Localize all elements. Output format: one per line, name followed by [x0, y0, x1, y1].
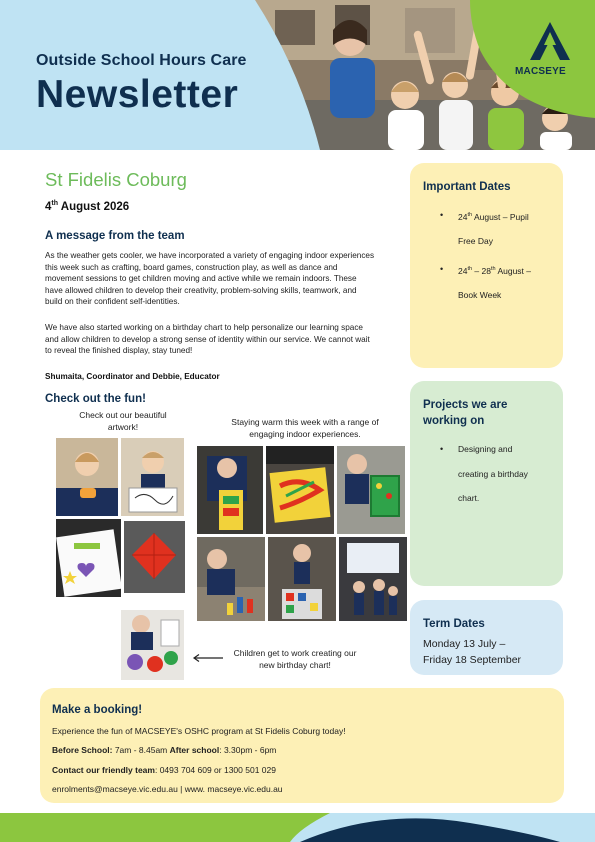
- before-school-label: Before School:: [52, 745, 113, 755]
- item-day: 24: [458, 265, 468, 276]
- photo-board-game: [266, 446, 334, 534]
- photo-birthday-chart: [121, 610, 184, 680]
- date-day: 4: [45, 200, 52, 213]
- term-end: Friday 18 September: [423, 654, 522, 666]
- fun-heading: Check out the fun!: [45, 393, 146, 405]
- date-rest: August 2026: [58, 200, 130, 213]
- important-dates-card: [410, 163, 563, 368]
- photo-girl-artwork: [56, 438, 118, 516]
- logo-text: MACSEYE: [515, 66, 566, 77]
- photo-construction: [197, 446, 263, 534]
- projects-card: [410, 381, 563, 586]
- item-text: August –: [495, 265, 532, 276]
- project-text-cont: chart.: [458, 493, 480, 503]
- date-suffix: th: [51, 200, 59, 207]
- booking-intro: Experience the fun of MACSEYE's OSHC program at St Fidelis Coburg today!: [52, 725, 346, 736]
- caption-indoor: Staying warm this week with a range of engaging indoor experiences.: [231, 417, 379, 439]
- booking-contact: [52, 765, 552, 775]
- item-suffix: th: [467, 265, 473, 272]
- project-text: Designing and: [458, 444, 513, 454]
- item-text-cont: Book Week: [458, 290, 502, 301]
- important-date-item: [423, 203, 551, 254]
- photo-connect-four: [337, 446, 405, 534]
- newsletter-header: [0, 0, 595, 150]
- photo-red-paper: [124, 521, 185, 593]
- item-text-cont: Free Day: [458, 236, 493, 247]
- newsletter-date: [45, 200, 129, 213]
- project-item: [423, 437, 551, 511]
- photo-movement-session: [339, 537, 407, 621]
- before-school-value: 7am - 8.45am: [112, 745, 170, 755]
- contact-value: : 0493 704 609 or 1300 501 029: [154, 764, 276, 775]
- projects-title: Projects we are working on: [423, 399, 508, 427]
- message-paragraph-2: We have also started working on a birthday chart to help personalize our learning space and allow children to develop a strong sense of identity within our service. We cannot wait to reveal the finished display, stay tuned!: [45, 323, 370, 356]
- caption-birthday: Children get to work creating our new birthday chart!: [233, 648, 357, 670]
- logo-green-shape: [470, 0, 595, 118]
- item-text: August – Pupil: [472, 211, 529, 222]
- message-heading: A message from the team: [45, 230, 185, 242]
- photo-heart-card: [56, 519, 121, 597]
- message-paragraph-1: As the weather gets cooler, we have incorporated a variety of engaging indoor experiences this week such as crafting, board games, construction play, as well as dance and movement sessions to get children moving and active while we remain indoors. These have allowed children to develop their creativity, problem-solving skills, teamwork, and build on their confident self-identities.: [45, 251, 375, 307]
- booking-hours: [52, 745, 552, 755]
- important-date-item: [423, 257, 551, 308]
- project-text-cont: creating a birthday: [458, 468, 528, 479]
- after-school-label: After school: [169, 745, 220, 755]
- footer-wave: [0, 813, 595, 842]
- booking-panel: [40, 688, 564, 803]
- item-day: 24: [458, 211, 468, 222]
- item-suffix: th: [467, 212, 473, 218]
- arrow-left-icon: [192, 653, 224, 663]
- term-dates-title: Term Dates: [423, 618, 485, 630]
- header-subtitle: Outside School Hours Care: [36, 52, 247, 69]
- contact-label: Contact our friendly team: [52, 764, 155, 775]
- item-suffix: th: [490, 265, 496, 272]
- photo-boy-drawing: [121, 438, 184, 516]
- photo-floor-play: [197, 537, 265, 621]
- school-name: St Fidelis Coburg: [45, 169, 187, 190]
- caption-artwork: Check out our beautiful artwork!: [79, 410, 167, 432]
- term-start: Monday 13 July –: [423, 638, 506, 650]
- booking-title: Make a booking!: [52, 704, 143, 716]
- term-dates-card: [410, 600, 563, 675]
- item-text: – 28: [472, 265, 491, 276]
- after-school-value: : 3.30pm - 6pm: [219, 745, 277, 755]
- booking-links[interactable]: enrolments@macseye.vic.edu.au | www. macseye.vic.edu.au: [52, 784, 283, 794]
- important-dates-title: Important Dates: [423, 181, 511, 193]
- photo-dance-mat: [268, 537, 336, 621]
- header-title: Newsletter: [36, 73, 239, 116]
- signature: Shumaita, Coordinator and Debbie, Educator: [45, 372, 220, 381]
